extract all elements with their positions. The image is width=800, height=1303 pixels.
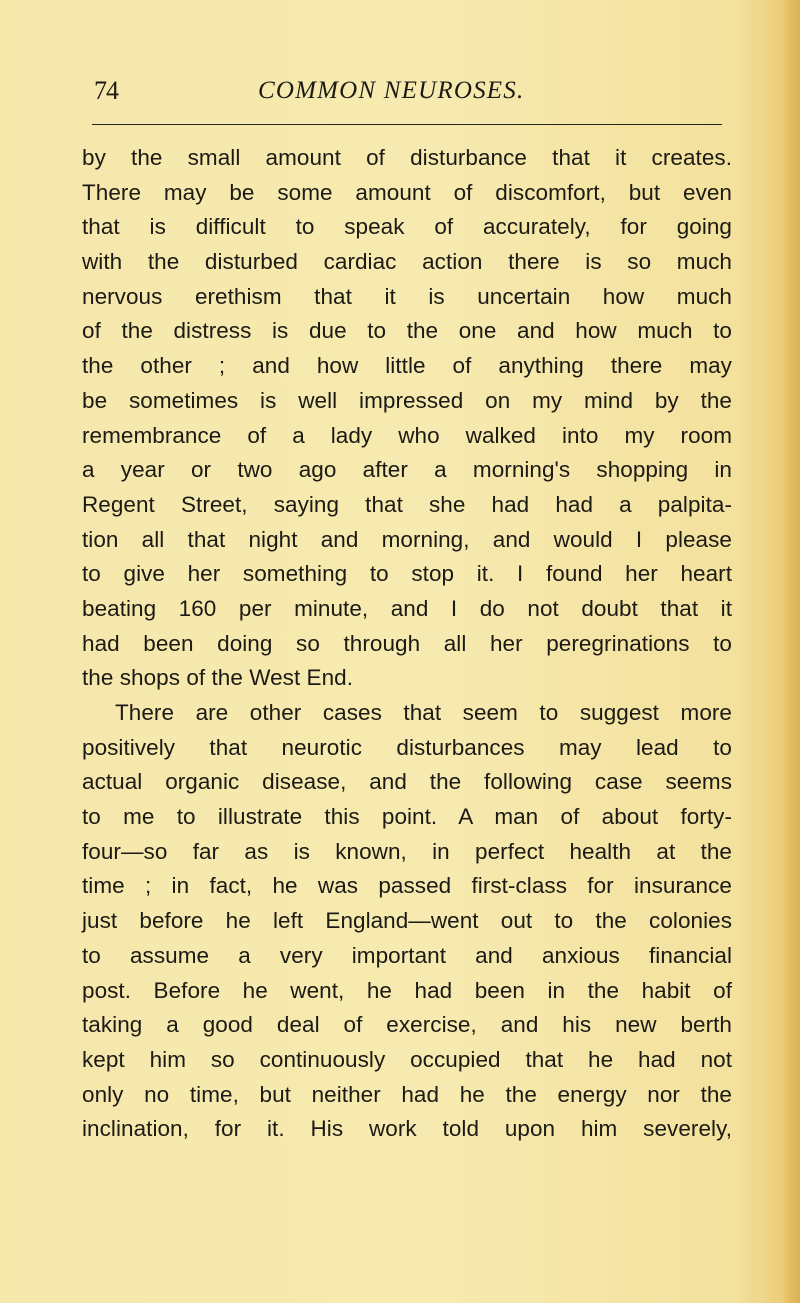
page-header — [0, 76, 800, 110]
text-line: just before he left England—went out to the colonies — [82, 908, 732, 934]
page-edge-shading — [782, 0, 800, 1303]
text-line: the other ; and how little of anything there may — [82, 353, 732, 379]
body-text — [82, 141, 732, 1147]
text-line: to give her something to stop it. I found her heart — [82, 561, 732, 587]
text-line: beating 160 per minute, and I do not doubt that it — [82, 595, 732, 621]
text-line: remembrance of a lady who walked into my room — [82, 422, 732, 448]
text-line: to assume a very important and anxious financial — [82, 942, 732, 968]
text-line: positively that neurotic disturbances may lead to — [82, 734, 732, 760]
text-line: inclination, for it. His work told upon him severely, — [82, 1116, 732, 1142]
text-line: a year or two ago after a morning's shopping in — [82, 457, 732, 483]
text-line: taking a good deal of exercise, and his new berth — [82, 1012, 732, 1038]
text-line: nervous erethism that it is uncertain how much — [82, 283, 732, 309]
text-line: the shops of the West End. — [82, 665, 354, 691]
text-line: tion all that night and morning, and would I please — [82, 526, 732, 552]
text-line: There may be some amount of discomfort, but even — [82, 179, 732, 205]
text-line: to me to illustrate this point. A man of about forty- — [82, 804, 732, 830]
text-line: that is difficult to speak of accurately, for going — [82, 214, 732, 240]
text-line: four—so far as is known, in perfect health at the — [82, 838, 732, 864]
text-line: post. Before he went, he had been in the habit of — [82, 977, 732, 1003]
text-line: by the small amount of disturbance that it creates. — [82, 145, 732, 170]
text-line: be sometimes is well impressed on my mind by the — [82, 387, 732, 413]
text-line: kept him so continuously occupied that he had not — [82, 1046, 732, 1072]
text-line: time ; in fact, he was passed first-class for insurance — [82, 873, 732, 899]
running-head: COMMON NEUROSES. — [258, 77, 525, 104]
header-rule — [92, 124, 722, 125]
text-line: actual organic disease, and the following case seems — [82, 769, 732, 795]
text-line: had been doing so through all her peregrinations to — [82, 630, 732, 656]
paragraph-first-line: There are other cases that seem to suggest more — [115, 700, 732, 725]
text-line: of the distress is due to the one and how much to — [82, 318, 732, 344]
text-line: with the disturbed cardiac action there is so much — [82, 249, 732, 275]
text-line: Regent Street, saying that she had had a palpita- — [82, 491, 732, 517]
text-line: only no time, but neither had he the energy nor the — [82, 1081, 732, 1107]
page-number: 74 — [94, 76, 118, 105]
